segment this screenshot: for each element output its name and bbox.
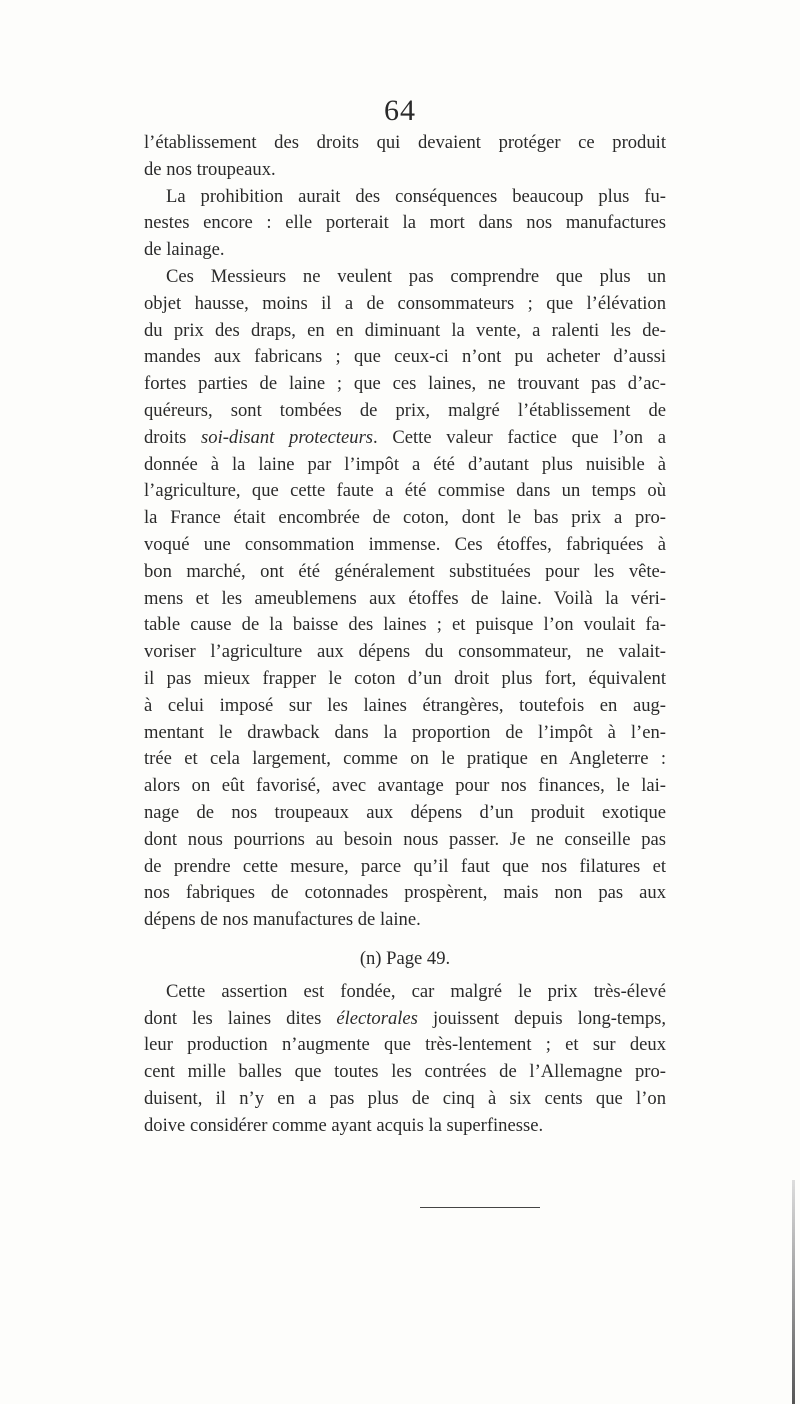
text-line: l’agriculture, que cette faute a été commise dans un temps où (144, 480, 666, 502)
text-line: duisent, il n’y en a pas plus de cinq à six cents que l’on (144, 1087, 666, 1109)
text-line: quéreurs, sont tombées de prix, malgré l’établissement de (144, 399, 666, 421)
text-line: nage de nos troupeaux aux dépens d’un produit exotique (144, 801, 666, 823)
text-line: leur production n’augmente que très-lentement ; et sur deux (144, 1034, 666, 1056)
text-line: de prendre cette mesure, parce qu’il faut que nos filatures et (144, 855, 666, 877)
page-body (144, 130, 666, 1139)
text-line: nos fabriques de cotonnades prospèrent, mais non pas aux (144, 882, 666, 904)
paragraph (144, 130, 666, 184)
text-line: fortes parties de laine ; que ces laines, ne trouvant pas d’ac- (144, 373, 666, 395)
text-line: nestes encore : elle porterait la mort dans nos manufactures (144, 212, 666, 234)
page-number: 64 (384, 94, 416, 127)
text-line: trée et cela largement, comme on le pratique en Angleterre : (144, 748, 666, 770)
text-line: la France était encombrée de coton, dont le bas prix a pro- (144, 507, 666, 529)
text-line: du prix des draps, en en diminuant la vente, a ralenti les de- (144, 319, 666, 341)
text-line: Cette assertion est fondée, car malgré le prix très-élevé (166, 980, 666, 1002)
text-line: mentant le drawback dans la proportion de l’impôt à l’en- (144, 721, 666, 743)
text-line: à celui imposé sur les laines étrangères, toutefois en aug- (144, 694, 666, 716)
text-line: table cause de la baisse des laines ; et puisque l’on voulait fa- (144, 614, 666, 636)
text-line: mandes aux fabricans ; que ceux-ci n’ont pu acheter d’aussi (144, 346, 666, 368)
text-line: alors on eût favorisé, avec avantage pour nos finances, le lai- (144, 775, 666, 797)
text-line: objet hausse, moins il a de consommateurs ; que l’élévation (144, 292, 666, 314)
main-text (144, 130, 666, 934)
text-line: l’établissement des droits qui devaient protéger ce produit (144, 132, 666, 153)
text-line: Ces Messieurs ne veulent pas comprendre que plus un (166, 265, 666, 287)
note-heading: (n) Page 49. (359, 947, 451, 969)
text-line: voriser l’agriculture aux dépens du consommateur, ne valait- (144, 641, 666, 663)
text-line: La prohibition aurait des conséquences beaucoup plus fu- (166, 185, 666, 207)
text-line: de lainage. (144, 239, 225, 261)
text-line: dont les laines dites électorales jouissent depuis long-temps, (144, 1007, 666, 1029)
page-edge-shadow (792, 1180, 795, 1404)
text-line: il pas mieux frapper le coton d’un droit plus fort, équivalent (144, 667, 666, 689)
text-line: mens et les ameublemens aux étoffes de laine. Voilà la véri- (144, 587, 666, 609)
text-line: de nos troupeaux. (144, 158, 276, 180)
paragraph (144, 264, 666, 934)
closing-rule (420, 1207, 540, 1208)
text-line: cent mille balles que toutes les contrées de l’Allemagne pro- (144, 1061, 666, 1083)
text-line: droits soi-disant protecteurs. Cette valeur factice que l’on a (144, 426, 666, 448)
text-line: donnée à la laine par l’impôt a été d’autant plus nuisible à (144, 453, 666, 475)
note-text (144, 979, 666, 1140)
text-line: voqué une consommation immense. Ces étoffes, fabriquées à (144, 533, 666, 555)
text-line: bon marché, ont été généralement substituées pour les vête- (144, 560, 666, 582)
paragraph (144, 184, 666, 264)
text-line: dont nous pourrions au besoin nous passer. Je ne conseille pas (144, 828, 666, 850)
text-line: dépens de nos manufactures de laine. (144, 909, 421, 931)
text-line: doive considérer comme ayant acquis la superfinesse. (144, 1114, 544, 1136)
